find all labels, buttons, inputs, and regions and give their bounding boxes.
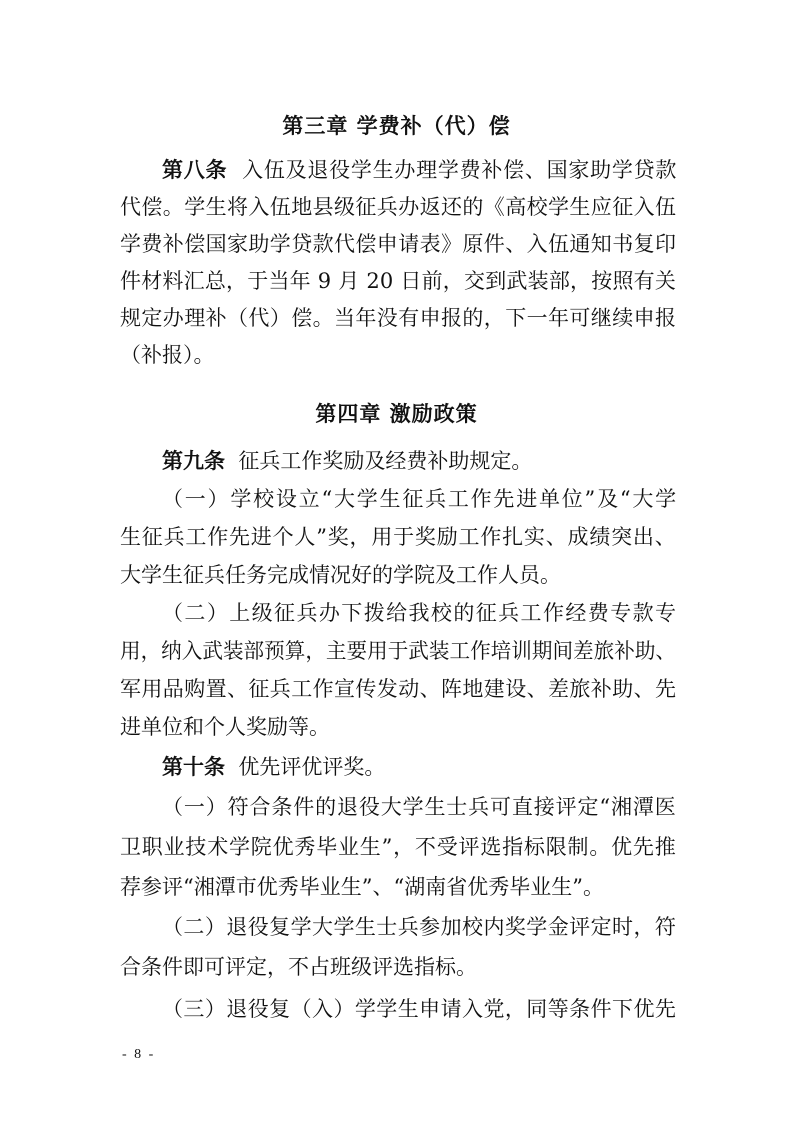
- article-10-text-line: 卫职业技术学院优秀毕业生”，不受评选指标限制。优先推: [120, 835, 677, 859]
- article-10-text-line: 荐参评“湘潭市优秀毕业生”、“湖南省优秀毕业生”。: [120, 875, 604, 899]
- article-9-text-line: 用，纳入武装部预算，主要用于武装工作培训期间差旅补助、: [120, 639, 677, 663]
- article-8-first-line: [162, 155, 677, 185]
- article-8-text-line: 学费补偿国家助学贷款代偿申请表》原件、入伍通知书复印: [120, 232, 677, 256]
- article-8-text-line: 规定办理补（代）偿。当年没有申报的，下一年可继续申报: [120, 306, 677, 330]
- chapter-3-heading: 第三章 学费补（代）偿: [282, 114, 511, 138]
- article-10-text-line: （二）退役复学大学生士兵参加校内奖学金评定时，符: [162, 915, 677, 939]
- article-9-text-line: （一）学校设立“大学生征兵工作先进单位”及“大学: [162, 487, 678, 511]
- article-8-text-line: 件材料汇总，于当年 9 月 20 日前，交到武装部，按照有关: [120, 269, 677, 293]
- article-8-label: 第八条: [162, 158, 228, 182]
- article-9-first-line: [162, 446, 532, 476]
- article-9-text-line: （二）上级征兵办下拨给我校的征兵工作经费专款专: [162, 601, 678, 625]
- chapter-4-heading: 第四章 激励政策: [315, 402, 478, 426]
- article-8-text-line: 代偿。学生将入伍地县级征兵办返还的《高校学生应征入伍: [120, 195, 677, 219]
- page-number: - 8 -: [122, 1047, 156, 1062]
- article-10-text-line: （一）符合条件的退役大学生士兵可直接评定“湘潭医: [162, 795, 677, 819]
- article-9-text-line: 生征兵工作先进个人”奖，用于奖励工作扎实、成绩突出、: [120, 525, 677, 549]
- article-10-text-line: （三）退役复（入）学学生申请入党，同等条件下优先: [162, 997, 677, 1021]
- article-10-first-line: [162, 752, 385, 782]
- article-10-text-line: 优先评优评奖。: [238, 755, 386, 779]
- article-8-text-line: 入伍及退役学生办理学费补偿、国家助学贷款: [242, 158, 678, 182]
- article-9-text-line: 征兵工作奖励及经费补助规定。: [238, 449, 533, 473]
- article-9-text-line: 军用品购置、征兵工作宣传发动、阵地建设、差旅补助、先: [120, 677, 677, 701]
- article-9-text-line: 大学生征兵任务完成情况好的学院及工作人员。: [120, 563, 561, 587]
- article-9-text-line: 进单位和个人奖励等。: [120, 715, 330, 739]
- article-10-label: 第十条: [162, 755, 225, 779]
- article-8-text-line: （补报）。: [120, 343, 215, 367]
- article-10-text-line: 合条件即可评定，不占班级评选指标。: [120, 955, 477, 979]
- article-9-label: 第九条: [162, 449, 225, 473]
